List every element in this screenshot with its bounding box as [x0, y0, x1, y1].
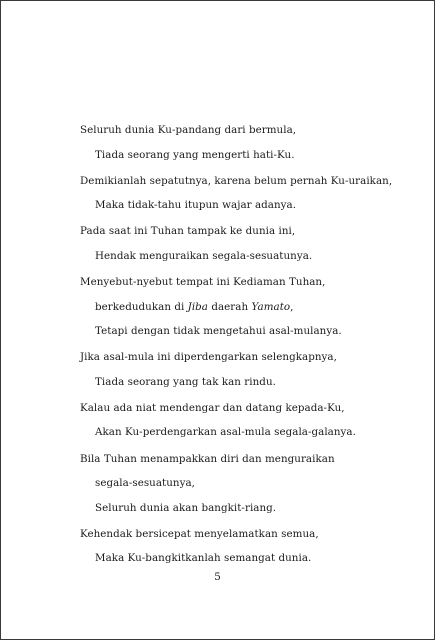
stanza-2: [80, 175, 420, 212]
poem-line: Bila Tuhan menampakkan diri dan menguraikan: [80, 452, 335, 465]
poem-line: Maka tidak-tahu itupun wajar adanya.: [95, 199, 297, 212]
stanza-5: [80, 351, 420, 388]
poem-line: Tiada seorang yang mengerti hati-Ku.: [95, 148, 295, 161]
stanza-7: [80, 453, 420, 514]
italic-place-name: Yamato: [251, 300, 291, 313]
poem-line: Tiada seorang yang tak kan rindu.: [95, 375, 276, 388]
poem-body: [80, 124, 420, 579]
poem-line-mixed: [80, 301, 420, 313]
stanza-3: [80, 225, 420, 262]
line-text: ,: [290, 300, 294, 313]
stanza-1: [80, 124, 420, 161]
poem-line: Jika asal-mula ini diperdengarkan selengkapnya,: [80, 351, 337, 364]
poem-line: Seluruh dunia akan bangkit-riang.: [95, 501, 277, 514]
poem-line: Demikianlah sepatutnya, karena belum pernah Ku-uraikan,: [80, 174, 393, 187]
poem-line: Pada saat ini Tuhan tampak ke dunia ini,: [80, 225, 296, 238]
poem-line: Kehendak bersicepat menyelamatkan semua,: [80, 527, 319, 540]
poem-line: Menyebut-nyebut tempat ini Kediaman Tuhan,: [80, 276, 326, 289]
poem-line: Akan Ku-perdengarkan asal-mula segala-galanya.: [95, 426, 356, 439]
stanza-8: [80, 528, 420, 565]
line-text: berkedudukan di: [95, 300, 188, 313]
poem-line: Tetapi dengan tidak mengetahui asal-mulanya.: [95, 325, 342, 338]
stanza-4: [80, 276, 420, 337]
stanza-6: [80, 402, 420, 439]
line-text: daerah: [208, 300, 252, 313]
poem-line: Kalau ada niat mendengar dan datang kepada-Ku,: [80, 401, 345, 414]
poem-line: Maka Ku-bangkitkanlah semangat dunia.: [95, 552, 312, 565]
poem-line: segala-sesuatunya,: [95, 477, 195, 490]
poem-line: Hendak menguraikan segala-sesuatunya.: [95, 249, 313, 262]
italic-place-name: Jiba: [187, 300, 208, 313]
page-number: 5: [214, 571, 221, 583]
poem-line: Seluruh dunia Ku-pandang dari bermula,: [80, 124, 297, 136]
